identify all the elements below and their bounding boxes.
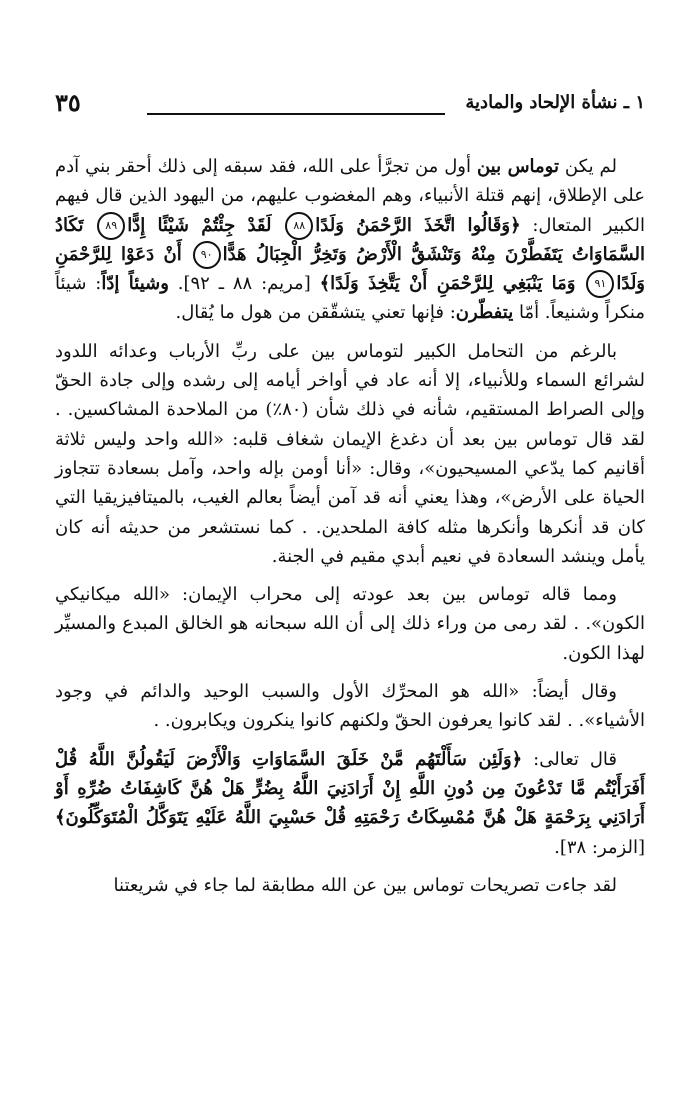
text-run: : فإنها تعني يتشقّقن من هول ما يُقال. (175, 302, 456, 324)
quran-verse: تَكَادُ السَّمَاوَاتُ يَتَفَطَّرْنَ مِنْهُ وَتَنْشَقُّ الْأَرْضُ وَتَخِرُّ الْجِبَالُ هَدًّا (55, 214, 646, 265)
running-header (55, 88, 645, 122)
glossary-term: يتفطّرن (455, 302, 514, 324)
quran-verse: لَقَدْ جِئْتُمْ شَيْئًا إِدًّا (127, 214, 272, 236)
paragraph-4: وقال أيضاً: «الله هو المحرِّك الأول والسبب الوحيد والدائم في وجود الأشياء». . لقد كانوا يعرفون الحقّ ولكنهم كانوا ينكرون ويكابرون. . (55, 681, 645, 732)
text-run: أول من تجرَّأ على الله، فقد سبقه إلى ذلك أحقر بني آدم على الإطلاق، إنهم قتلة الأنبياء، وهم المغضوب عليهم، من اليهود الذين قال فيهم الكبير المتعال: (55, 156, 645, 236)
ayah-number-marker: ٨٨ (285, 212, 313, 240)
page-body (55, 152, 645, 909)
paragraph-1 (55, 152, 645, 328)
paragraph-5 (55, 745, 645, 862)
quran-verse: ﴿وَلَئِن سَأَلْتَهُم مَّنْ خَلَقَ السَّمَاوَاتِ وَالْأَرْضَ لَيَقُولُنَّ اللَّهُ قُلْ أَفَرَأَيْتُم مَّا تَدْعُونَ مِن دُونِ اللَّهِ إِنْ أَرَادَنِيَ اللَّهُ بِضُرٍّ هَلْ هُنَّ كَاشِفَاتُ ضُرِّهِ أَوْ أَرَادَنِي بِرَحْمَةٍ هَلْ هُنَّ مُمْسِكَاتُ رَحْمَتِهِ قُلْ حَسْبِيَ اللَّهُ عَلَيْهِ يَتَوَكَّلُ الْمُتَوَكِّلُونَ﴾ (55, 748, 645, 829)
quran-verse: ﴿وَقَالُوا اتَّخَذَ الرَّحْمَنُ وَلَدًا (315, 214, 521, 236)
quran-verse: وَمَا يَنْبَغِي لِلرَّحْمَنِ أَنْ يَتَّخِذَ وَلَدًا﴾ (319, 273, 576, 295)
ayah-number-marker: ٨٩ (97, 212, 125, 240)
header-rule (147, 113, 445, 115)
book-page (55, 0, 645, 1113)
verse-reference: [الزمر: ٣٨]. (554, 836, 645, 858)
glossary-term: وشيئاً إدّاً (101, 273, 169, 295)
paragraph-6: لقد جاءت تصريحات توماس بين عن الله مطابقة لما جاء في شريعتنا (113, 874, 617, 896)
paragraph-3: ومما قاله توماس بين بعد عودته إلى محراب الإيمان: «الله ميكانيكي الكون». . لقد رمى من وراء ذلك إلى أن الله سبحانه هو الخالق المبدع والمسيِّر لهذا الكون. (55, 584, 645, 664)
text-run: لم يكن (558, 156, 617, 177)
name-bold: توماس بين (476, 156, 559, 177)
page-number: ٣٥ (55, 88, 81, 117)
text-run: قال تعالى: (522, 748, 618, 770)
ayah-number-marker: ٩١ (586, 270, 614, 298)
chapter-title: ١ ـ نشأة الإلحاد والمادية (465, 92, 645, 113)
verse-reference: [مريم: ٨٨ ـ ٩٢]. (168, 273, 320, 295)
quran-verse: أَنْ دَعَوْا لِلرَّحْمَنِ وَلَدًا (55, 243, 646, 295)
paragraph-2: بالرغم من التحامل الكبير لتوماس بين على ربِّ الأرباب وعدائه اللدود لشرائع السماء وللأنبياء، إلا أنه عاد في أواخر أيامه إلى رشده وإلى جادة الحقّ وإلى الصراط المستقيم، شأنه في ذلك شأن (٨٠٪) من الملاحدة المشاكسين. . لقد قال توماس بين بعد أن دغدغ الإيمان شغاف قلبه: «الله واحد وليس ثلاثة أقانيم كما يدّعي المسيحيون»، وقال: «أنا أومن بإله واحد، وآمل بسعادة تتجاوز الحياة على الأرض»، وهذا يعني أنه قد آمن أيضاً بعالم الغيب، بالميتافيزيقيا التي كان قد أنكرها وأنكرها مثله كافة الملحدين. . كما نستشعر من حديثه أنه كان يأمل وينشد السعادة في نعيم أبدي مقيم في الجنة. (55, 340, 646, 567)
ayah-number-marker: ٩٠ (193, 241, 221, 269)
text-run: : شيئاً منكراً وشنيعاً. أمّا (55, 273, 645, 324)
